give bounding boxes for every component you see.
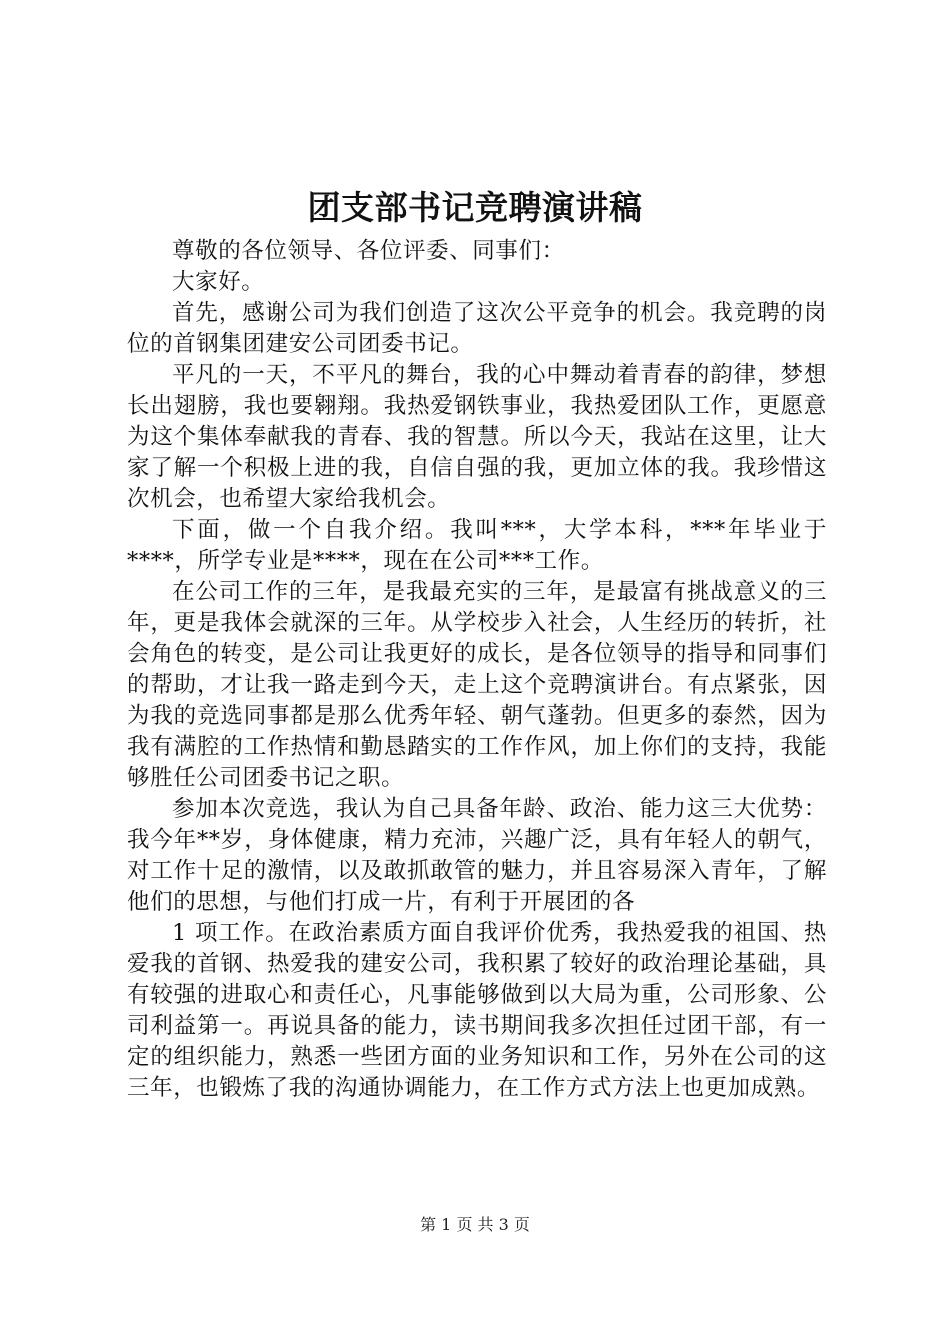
body-paragraph: 平凡的一天，不平凡的舞台，我的心中舞动着青春的韵律，梦想长出翅膀，我也要翱翔。我热爱钢铁事业，我热爱团队工作，更愿意为这个集体奉献我的青春、我的智慧。所以今天，我站在这里，让大家了解一个积极上进的我，自信自强的我，更加立体的我。我珍惜这次机会，也希望大家给我机会。 <box>127 362 827 512</box>
body-paragraph: 1 项工作。在政治素质方面自我评价优秀，我热爱我的祖国、热爱我的首钢、热爱我的建安公司，我积累了较好的政治理论基础，具有较强的进取心和责任心，凡事能够做到以大局为重，公司形象、公司利益第一。再说具备的能力，读书期间我多次担任过团干部，有一定的组织能力，熟悉一些团方面的业务知识和工作，另外在公司的这三年，也锻炼了我的沟通协调能力，在工作方式方法上也更加成熟。 <box>127 920 827 1101</box>
salutation: 尊敬的各位领导、各位评委、同事们： <box>172 238 565 264</box>
body-paragraph: 参加本次竞选，我认为自己具备年龄、政治、能力这三大优势：我今年**岁，身体健康，精力充沛，兴趣广泛，具有年轻人的朝气，对工作十足的激情，以及敢抓敢管的魅力，并且容易深入青年，了解他们的思想，与他们打成一片，有利于开展团的各 <box>127 796 827 915</box>
body-paragraph: 首先，感谢公司为我们创造了这次公平竞争的机会。我竞聘的岗位的首钢集团建安公司团委书记。 <box>127 300 827 357</box>
body-paragraph: 在公司工作的三年，是我最充实的三年，是最富有挑战意义的三年，更是我体会就深的三年。从学校步入社会，人生经历的转折，社会角色的转变，是公司让我更好的成长，是各位领导的指导和同事们的帮助，才让我一路走到今天，走上这个竞聘演讲台。有点紧张，因为我的竞选同事都是那么优秀年轻、朝气蓬勃。但更多的泰然，因为我有满腔的工作热情和勤恳踏实的工作作风，加上你们的支持，我能够胜任公司团委书记之职。 <box>127 579 827 791</box>
body-paragraph: 下面，做一个自我介绍。我叫***，大学本科，***年毕业于****，所学专业是****，现在在公司***工作。 <box>127 517 827 574</box>
page-footer: 第 1 页 共 3 页 <box>420 1215 530 1234</box>
document-body <box>127 236 827 1104</box>
document-title: 团支部书记竞聘演讲稿 <box>307 188 643 227</box>
greeting: 大家好。 <box>172 269 265 295</box>
